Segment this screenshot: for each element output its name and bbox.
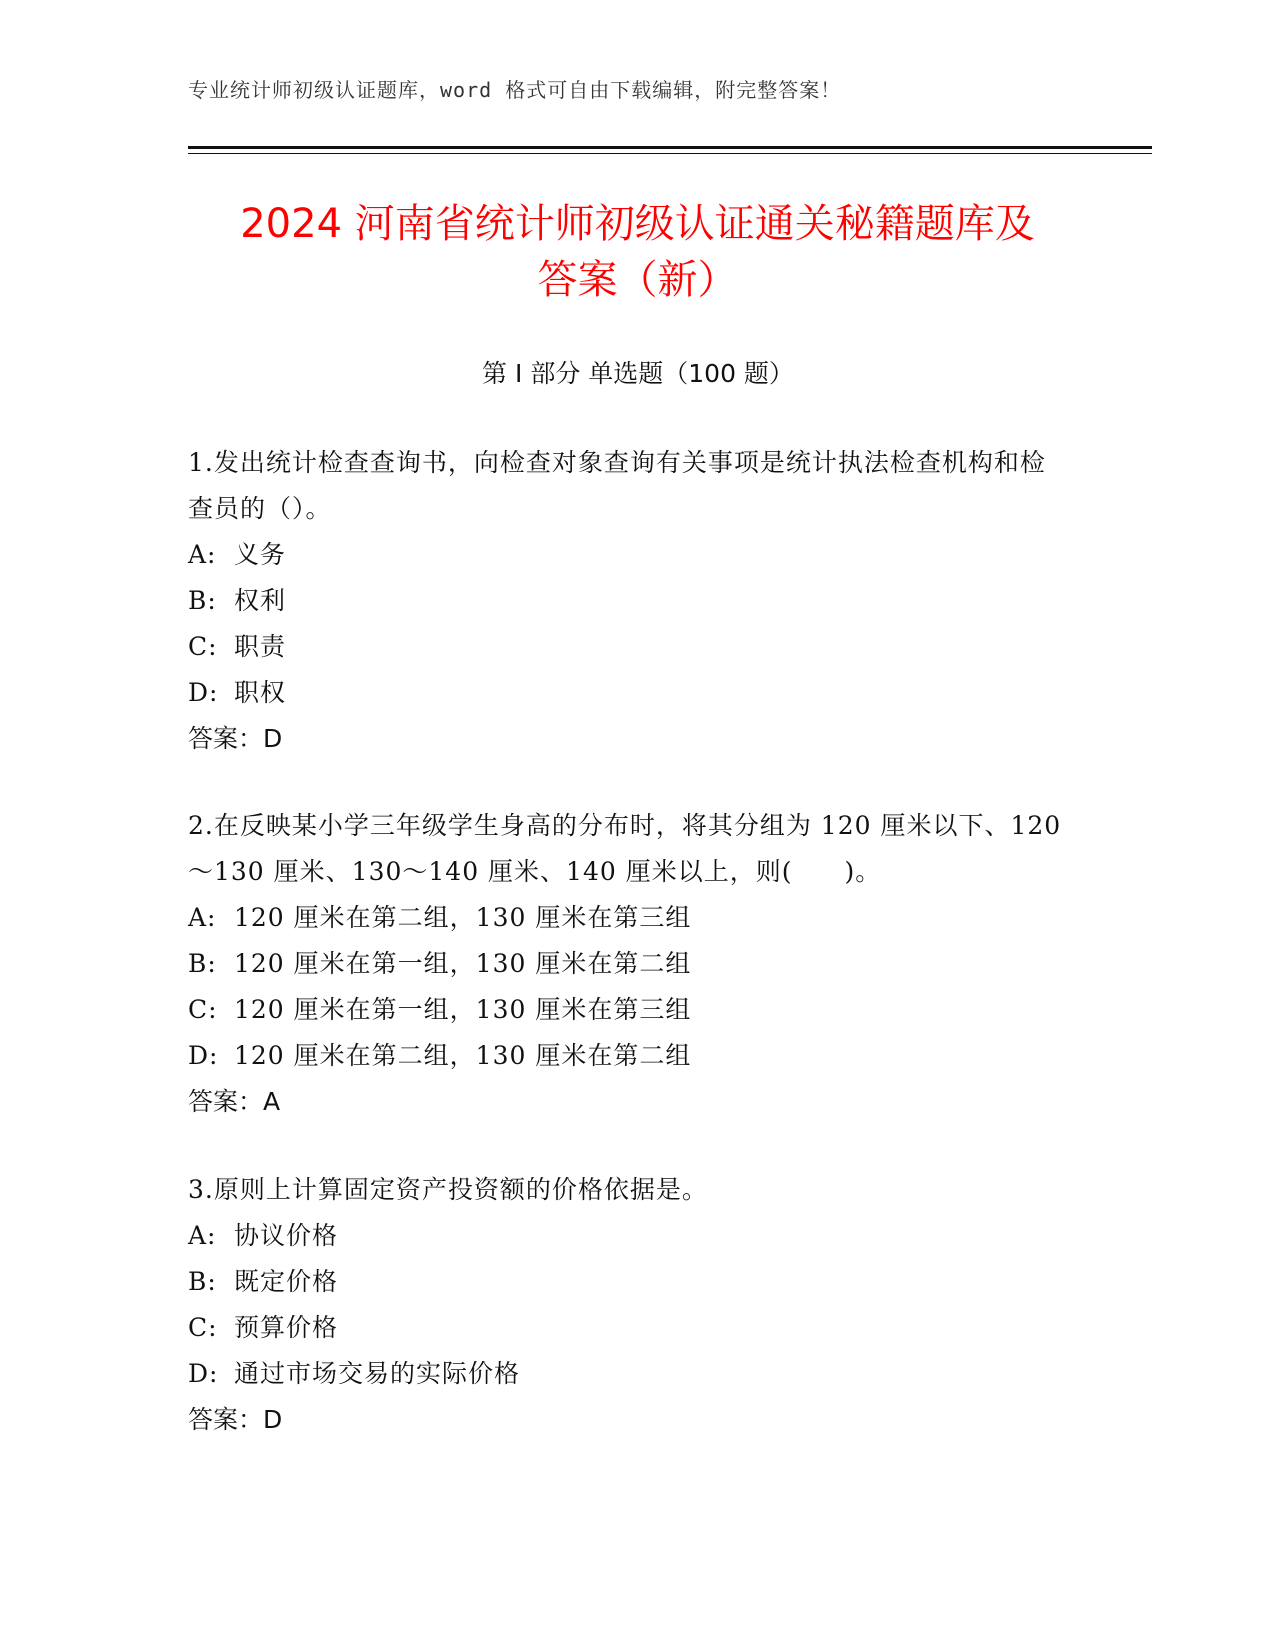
option-text: 120 厘米在第二组，130 厘米在第二组 (234, 1041, 692, 1070)
option-key: C: (188, 632, 218, 661)
option-d (188, 670, 1068, 716)
option-text: 120 厘米在第二组，130 厘米在第三组 (234, 903, 692, 932)
option-text: 既定价格 (234, 1267, 339, 1296)
option-b (188, 941, 1068, 987)
option-d (188, 1033, 1068, 1079)
option-key: C: (188, 1313, 218, 1342)
header-divider-thin (188, 153, 1152, 154)
question-stem: 1.发出统计检查查询书，向检查对象查询有关事项是统计执法检查机构和检查员的（）。 (188, 448, 1046, 523)
option-c (188, 987, 1068, 1033)
option-c (188, 1305, 1068, 1351)
option-text: 通过市场交易的实际价格 (234, 1359, 521, 1388)
document-title (160, 196, 1115, 308)
answer: 答案：D (188, 724, 283, 753)
option-a (188, 532, 1068, 578)
option-text: 权利 (234, 586, 287, 615)
option-key: A: (188, 903, 217, 932)
question-3 (188, 1167, 1068, 1443)
option-b (188, 578, 1068, 624)
header-note: 专业统计师初级认证题库，word 格式可自由下载编辑，附完整答案！ (188, 78, 842, 102)
answer: 答案：D (188, 1405, 283, 1434)
option-text: 职责 (234, 632, 287, 661)
answer: 答案：A (188, 1087, 281, 1116)
option-key: B: (188, 949, 217, 978)
option-text: 120 厘米在第一组，130 厘米在第三组 (234, 995, 692, 1024)
option-text: 义务 (234, 540, 287, 569)
document-title-line-1: 2024 河南省统计师初级认证通关秘籍题库及 (240, 201, 1035, 247)
option-text: 协议价格 (234, 1221, 339, 1250)
option-c (188, 624, 1068, 670)
option-key: A: (188, 1221, 217, 1250)
option-key: B: (188, 1267, 217, 1296)
option-a (188, 1213, 1068, 1259)
option-key: B: (188, 586, 217, 615)
option-d (188, 1351, 1068, 1397)
header-divider-thick (188, 146, 1152, 149)
section-heading: 第 I 部分 单选题（100 题） (482, 359, 794, 388)
option-key: A: (188, 540, 217, 569)
option-a (188, 895, 1068, 941)
question-stem: 2.在反映某小学三年级学生身高的分布时，将其分组为 120 厘米以下、120～130 厘米、130～140 厘米、140 厘米以上，则( )。 (188, 811, 1062, 886)
option-key: D: (188, 678, 219, 707)
option-text: 预算价格 (234, 1313, 339, 1342)
question-2 (188, 803, 1068, 1125)
option-key: D: (188, 1359, 219, 1388)
option-text: 120 厘米在第一组，130 厘米在第二组 (234, 949, 692, 978)
option-key: D: (188, 1041, 219, 1070)
question-1 (188, 440, 1068, 762)
document-title-line-2: 答案（新） (537, 257, 738, 303)
option-b (188, 1259, 1068, 1305)
option-key: C: (188, 995, 218, 1024)
option-text: 职权 (234, 678, 287, 707)
question-stem: 3.原则上计算固定资产投资额的价格依据是。 (188, 1175, 708, 1204)
